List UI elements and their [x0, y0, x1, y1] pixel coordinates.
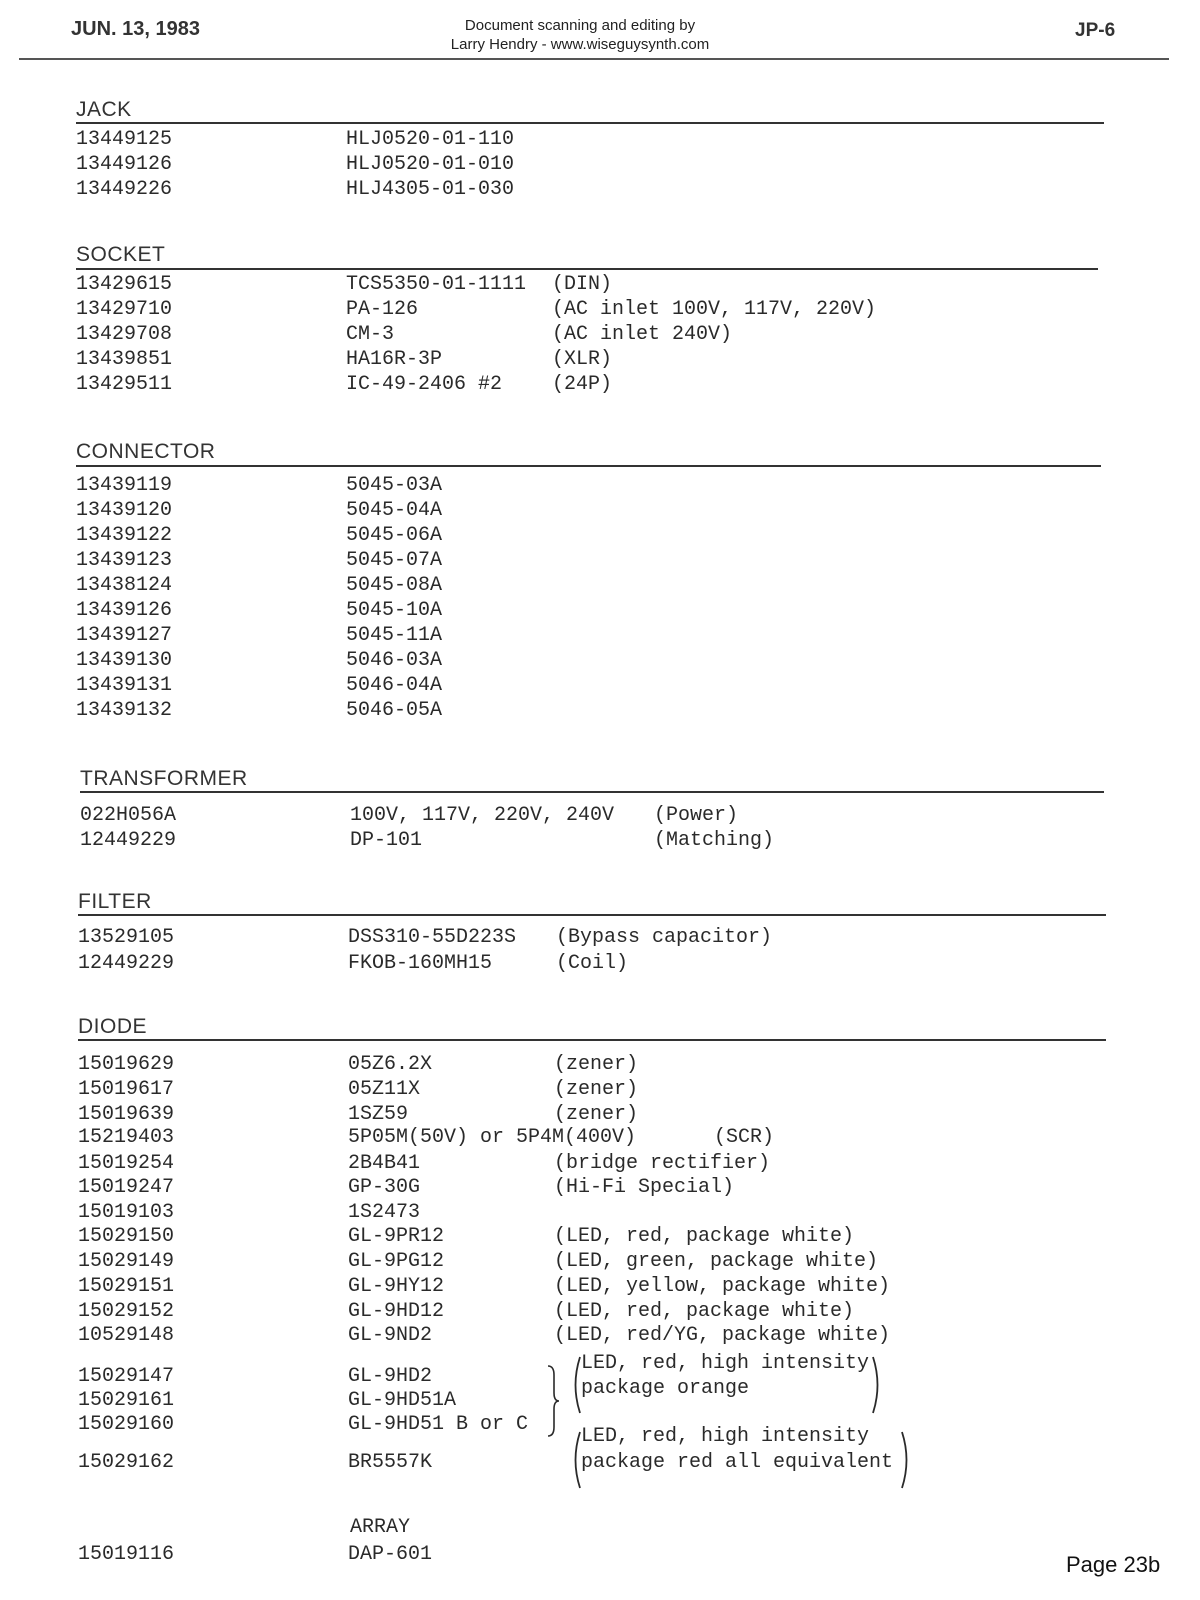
- section-divider: [76, 465, 1101, 467]
- part-number: 13439127: [76, 624, 173, 647]
- part-number: 15029161: [78, 1389, 175, 1412]
- part-description: (bridge rectifier): [554, 1152, 771, 1175]
- part-type: 1SZ59: [348, 1103, 409, 1126]
- parenthesis-close: [871, 1355, 883, 1415]
- part-type: HLJ0520-01-110: [346, 128, 515, 151]
- part-number: 15029152: [78, 1300, 175, 1323]
- part-type: 05Z6.2X: [348, 1053, 433, 1076]
- page-number: Page 23b: [1066, 1552, 1161, 1577]
- section-title: CONNECTOR: [76, 440, 216, 463]
- part-type: 5046-03A: [346, 649, 443, 672]
- part-number: 13439126: [76, 599, 173, 622]
- part-number: 13429710: [76, 298, 173, 321]
- part-type: HA16R-3P: [346, 348, 443, 371]
- part-number: 13429708: [76, 323, 173, 346]
- part-description: (zener): [554, 1103, 639, 1126]
- part-description: (DIN): [552, 273, 613, 296]
- part-number: 12449229: [80, 829, 177, 852]
- part-type: 5046-05A: [346, 699, 443, 722]
- part-description: (SCR): [714, 1126, 775, 1149]
- part-description: (LED, red/YG, package white): [554, 1324, 891, 1347]
- part-description: (Bypass capacitor): [556, 926, 773, 949]
- part-description: (XLR): [552, 348, 613, 371]
- section-divider: [76, 268, 1098, 270]
- part-type: 5045-06A: [346, 524, 443, 547]
- section-title: SOCKET: [76, 243, 166, 266]
- document-date: JUN. 13, 1983: [71, 18, 200, 40]
- part-type: GL-9HD2: [348, 1365, 433, 1388]
- part-number: 13439120: [76, 499, 173, 522]
- part-type: 5045-08A: [346, 574, 443, 597]
- parenthesis-close: [900, 1430, 912, 1490]
- part-type: 5046-04A: [346, 674, 443, 697]
- part-number: 15029160: [78, 1413, 175, 1436]
- part-type: BR5557K: [348, 1451, 433, 1474]
- part-description: (LED, red, package white): [554, 1225, 855, 1248]
- part-type: 1S2473: [348, 1201, 421, 1224]
- part-type: HLJ4305-01-030: [346, 178, 515, 201]
- part-type: GL-9HD12: [348, 1300, 445, 1323]
- part-number: 15219403: [78, 1126, 175, 1149]
- part-type: CM-3: [346, 323, 395, 346]
- part-number: 13439122: [76, 524, 173, 547]
- group-description-line-2: package orange: [581, 1377, 750, 1400]
- part-number: 15029162: [78, 1451, 175, 1474]
- part-number: 13438124: [76, 574, 173, 597]
- part-description: (AC inlet 100V, 117V, 220V): [552, 298, 877, 321]
- part-description: (zener): [554, 1053, 639, 1076]
- part-number: 13449126: [76, 153, 173, 176]
- part-number: 15019116: [78, 1543, 175, 1566]
- scan-credit: [380, 16, 780, 54]
- section-title: FILTER: [78, 890, 152, 913]
- part-number: 10529148: [78, 1324, 175, 1347]
- part-description: (LED, red, package white): [554, 1300, 855, 1323]
- part-number: 15019254: [78, 1152, 175, 1175]
- group-brace: [546, 1365, 560, 1437]
- section-divider: [76, 122, 1104, 124]
- section-divider: [80, 791, 1104, 793]
- part-description: (Hi-Fi Special): [554, 1176, 735, 1199]
- part-number: 13449125: [76, 128, 173, 151]
- part-type: GL-9ND2: [348, 1324, 433, 1347]
- part-number: 022H056A: [80, 804, 177, 827]
- header-divider: [19, 58, 1169, 60]
- part-type: 5045-03A: [346, 474, 443, 497]
- part-type: 5045-04A: [346, 499, 443, 522]
- part-number: 12449229: [78, 952, 175, 975]
- section-title: DIODE: [78, 1015, 148, 1038]
- part-type: IC-49-2406 #2: [346, 373, 503, 396]
- part-type: GL-9PR12: [348, 1225, 445, 1248]
- part-number: 13529105: [78, 926, 175, 949]
- part-number: 15019247: [78, 1176, 175, 1199]
- document-code: JP-6: [1075, 20, 1116, 41]
- section-title: TRANSFORMER: [80, 767, 248, 790]
- part-type: GL-9HD51 B or C: [348, 1413, 529, 1436]
- part-description: (Power): [654, 804, 739, 827]
- part-type: GL-9PG12: [348, 1250, 445, 1273]
- part-number: 15019629: [78, 1053, 175, 1076]
- part-number: 15029149: [78, 1250, 175, 1273]
- section-title: JACK: [76, 98, 132, 121]
- part-number: 15019103: [78, 1201, 175, 1224]
- array-label: ARRAY: [350, 1516, 411, 1539]
- part-type: FKOB-160MH15: [348, 952, 493, 975]
- part-type: 5P05M(50V) or 5P4M(400V): [348, 1126, 637, 1149]
- section-divider: [78, 914, 1106, 916]
- part-number: 13439130: [76, 649, 173, 672]
- group-description-line-1: LED, red, high intensity: [581, 1425, 870, 1448]
- scan-credit-line-1: Document scanning and editing by: [464, 17, 696, 34]
- scan-credit-line-2: Larry Hendry - www.wiseguysynth.com: [450, 36, 710, 53]
- part-description: (24P): [552, 373, 613, 396]
- part-type: HLJ0520-01-010: [346, 153, 515, 176]
- part-number: 13439132: [76, 699, 173, 722]
- part-description: (Coil): [556, 952, 629, 975]
- part-number: 13439851: [76, 348, 173, 371]
- part-number: 13439123: [76, 549, 173, 572]
- part-type: TCS5350-01-1111: [346, 273, 527, 296]
- part-description: (LED, green, package white): [554, 1250, 879, 1273]
- part-type: 5045-10A: [346, 599, 443, 622]
- part-type: 2B4B41: [348, 1152, 421, 1175]
- part-type: PA-126: [346, 298, 419, 321]
- part-number: 15029151: [78, 1275, 175, 1298]
- part-number: 15019617: [78, 1078, 175, 1101]
- part-number: 13449226: [76, 178, 173, 201]
- group-description-line-1: LED, red, high intensity: [581, 1352, 870, 1375]
- part-number: 13439131: [76, 674, 173, 697]
- part-type: GL-9HD51A: [348, 1389, 457, 1412]
- part-number: 13429511: [76, 373, 173, 396]
- part-type: GL-9HY12: [348, 1275, 445, 1298]
- part-type: 5045-11A: [346, 624, 443, 647]
- part-description: (LED, yellow, package white): [554, 1275, 891, 1298]
- part-number: 15019639: [78, 1103, 175, 1126]
- part-type: 5045-07A: [346, 549, 443, 572]
- part-type: 05Z11X: [348, 1078, 421, 1101]
- part-description: (Matching): [654, 829, 775, 852]
- part-description: (AC inlet 240V): [552, 323, 733, 346]
- part-type: GP-30G: [348, 1176, 421, 1199]
- group-description-line-2: package red all equivalent: [581, 1451, 894, 1474]
- part-description: (zener): [554, 1078, 639, 1101]
- section-divider: [78, 1039, 1106, 1041]
- part-number: 15029150: [78, 1225, 175, 1248]
- part-type: 100V, 117V, 220V, 240V: [350, 804, 615, 827]
- part-type: DSS310-55D223S: [348, 926, 517, 949]
- part-number: 13429615: [76, 273, 173, 296]
- part-number: 15029147: [78, 1365, 175, 1388]
- part-number: 13439119: [76, 474, 173, 497]
- part-type: DP-101: [350, 829, 423, 852]
- part-type: DAP-601: [348, 1543, 433, 1566]
